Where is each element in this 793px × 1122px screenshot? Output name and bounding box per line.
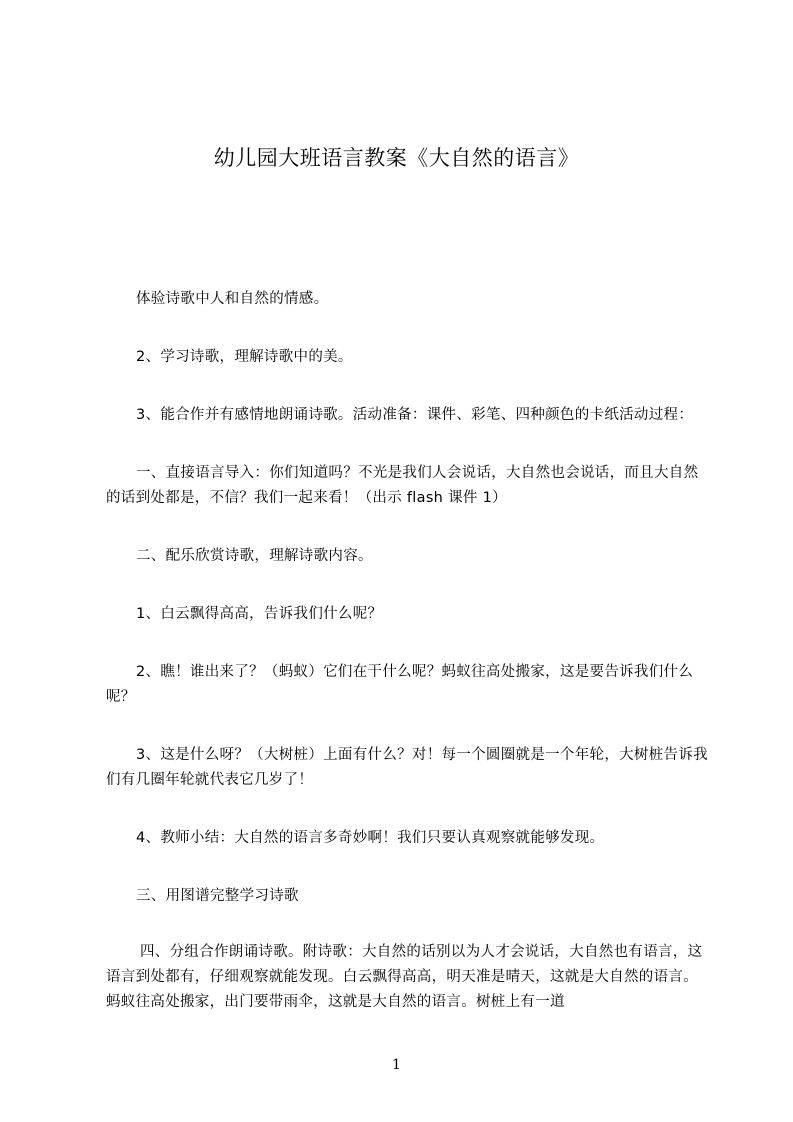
paragraph-step-4-poem: 四、分组合作朗诵诗歌。附诗歌：大自然的话别以为人才会说话，大自然也有语言，这语言到处都有，仔细观察就能发现。白云飘得高高，明天准是晴天，这就是大自然的语言。蚂蚁往高处搬家，出门要带雨伞，这就是大自然的语言。树桩上有一道: [106, 944, 703, 1010]
document-title: 幼儿园大班语言教案《大自然的语言》: [213, 146, 580, 170]
paragraph-goal-3-preparation: 3、能合作并有感情地朗诵诗歌。活动准备：课件、彩笔、四种颜色的卡纸活动过程：: [136, 407, 694, 423]
paragraph-step-2: 二、配乐欣赏诗歌，理解诗歌内容。: [136, 548, 373, 564]
document-body: [106, 287, 712, 1015]
paragraph-goal-1: 体验诗歌中人和自然的情感。: [136, 291, 329, 307]
paragraph-step-2-item-3: 3、这是什么呀？（大树桩）上面有什么？对！每一个圆圈就是一个年轮，大树桩告诉我们有几圈年轮就代表它几岁了！: [106, 747, 708, 788]
paragraph-step-2-item-1: 1、白云飘得高高，告诉我们什么呢？: [136, 606, 383, 622]
paragraph-step-3: 三、用图谱完整学习诗歌: [136, 888, 299, 904]
paragraph-step-1: 一、直接语言导入：你们知道吗？不光是我们人会说话，大自然也会说话，而且大自然的话到处都是，不信？我们一起来看！（出示 flash 课件 1）: [106, 465, 699, 506]
paragraph-step-2-item-4: 4、教师小结：大自然的语言多奇妙啊！我们只要认真观察就能够发现。: [136, 830, 605, 846]
page-number: 1: [392, 1057, 401, 1073]
paragraph-step-2-item-2: 2、瞧！谁出来了？（蚂蚁）它们在干什么呢？蚂蚁往高处搬家，这是要告诉我们什么呢？: [106, 664, 694, 705]
paragraph-goal-2: 2、学习诗歌，理解诗歌中的美。: [136, 349, 353, 365]
